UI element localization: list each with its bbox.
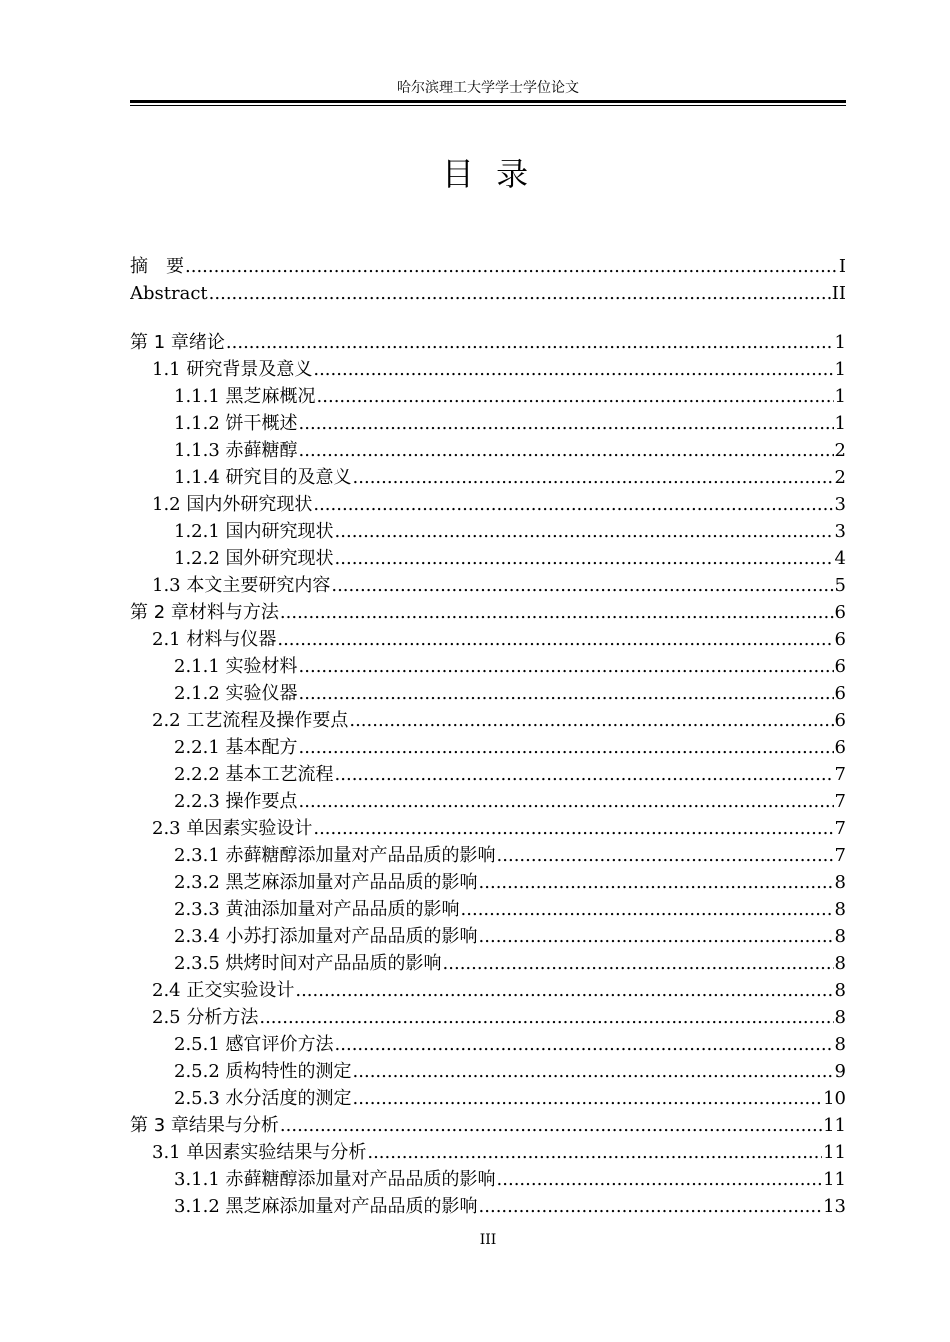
- dot-leader: [299, 734, 834, 761]
- dot-leader: [497, 842, 834, 869]
- toc-entry[interactable]: [130, 653, 846, 680]
- toc-entry[interactable]: [130, 707, 846, 734]
- toc-entry-page: 4: [834, 548, 846, 569]
- toc-entry[interactable]: [130, 761, 846, 788]
- toc-entry[interactable]: [130, 518, 846, 545]
- toc-entry-page: 6: [834, 629, 846, 650]
- toc-entry-label: 3.1 单因素实验结果与分析: [152, 1142, 367, 1163]
- toc-entry-page: 13: [823, 1196, 846, 1217]
- toc-entry-label: 2.3.3 黄油添加量对产品品质的影响: [174, 899, 460, 920]
- toc-entry-page: 6: [834, 710, 846, 731]
- toc-entry-label: 2.3.4 小苏打添加量对产品品质的影响: [174, 926, 478, 947]
- toc-entry[interactable]: [130, 626, 846, 653]
- toc-entry-page: 11: [823, 1169, 846, 1190]
- dot-leader: [280, 599, 834, 626]
- toc-entry-page: 6: [834, 737, 846, 758]
- dot-leader: [226, 329, 834, 356]
- toc-entry[interactable]: [130, 545, 846, 572]
- toc-chapter-entry[interactable]: [130, 599, 846, 626]
- toc-entry-page: II: [831, 283, 846, 304]
- toc-chapter-entry[interactable]: [130, 1112, 846, 1139]
- dot-leader: [443, 950, 834, 977]
- toc-entry[interactable]: [130, 464, 846, 491]
- toc-entry-abstract-cn[interactable]: [130, 253, 846, 280]
- toc-entry-label: 2.4 正交实验设计: [152, 980, 295, 1001]
- dot-leader: [313, 491, 833, 518]
- toc-entry[interactable]: [130, 842, 846, 869]
- toc-chapter-entry[interactable]: [130, 329, 846, 356]
- toc-entry-label: 1.1 研究背景及意义: [152, 359, 313, 380]
- toc-entry[interactable]: [130, 1166, 846, 1193]
- toc-entry-label: 2.3.5 烘烤时间对产品品质的影响: [174, 953, 442, 974]
- toc-entry-label: 1.1.1 黑芝麻概况: [174, 386, 316, 407]
- dot-leader: [317, 383, 834, 410]
- dot-leader: [479, 869, 834, 896]
- dot-leader: [331, 572, 833, 599]
- toc-entry[interactable]: [130, 1139, 846, 1166]
- toc-entry-label: 2.2.1 基本配方: [174, 737, 298, 758]
- dot-leader: [479, 923, 834, 950]
- toc-entry-page: 11: [823, 1142, 846, 1163]
- dot-leader: [313, 356, 833, 383]
- toc-entry-label: 摘 要: [130, 256, 184, 277]
- toc-entry-page: 6: [834, 602, 846, 623]
- toc-entry-label: 1.2.2 国外研究现状: [174, 548, 334, 569]
- dot-leader: [335, 761, 834, 788]
- toc-entry-page: 11: [823, 1115, 846, 1136]
- dot-leader: [349, 707, 833, 734]
- toc-entry-label: 2.3 单因素实验设计: [152, 818, 313, 839]
- dot-leader: [367, 1139, 822, 1166]
- toc-entry-label: 第 1 章绪论: [130, 332, 225, 353]
- dot-leader: [353, 1058, 834, 1085]
- toc-entry-label: 2.2.3 操作要点: [174, 791, 298, 812]
- dot-leader: [209, 280, 831, 307]
- toc-title: 目 录: [441, 155, 535, 193]
- toc-entry[interactable]: [130, 1004, 846, 1031]
- toc-entry-page: 8: [834, 1007, 846, 1028]
- dot-leader: [299, 410, 834, 437]
- toc-entry[interactable]: [130, 923, 846, 950]
- dot-leader: [295, 977, 833, 1004]
- dot-leader: [280, 1112, 822, 1139]
- dot-leader: [299, 437, 834, 464]
- toc-entry-abstract-en[interactable]: [130, 280, 846, 307]
- toc-entry-label: 2.1.1 实验材料: [174, 656, 298, 677]
- toc-entry-label: 1.2.1 国内研究现状: [174, 521, 334, 542]
- toc-entry-page: 9: [834, 1061, 846, 1082]
- running-header: 哈尔滨理工大学学士学位论文: [397, 80, 579, 96]
- toc-entry-page: I: [838, 256, 846, 277]
- toc-entry-label: Abstract: [130, 283, 208, 304]
- toc-entry-page: 8: [834, 872, 846, 893]
- dot-leader: [299, 653, 834, 680]
- toc-entry-label: 1.1.4 研究目的及意义: [174, 467, 352, 488]
- toc-entry-page: 5: [834, 575, 846, 596]
- dot-leader: [299, 788, 834, 815]
- dot-leader: [299, 680, 834, 707]
- toc-entry-label: 1.1.3 赤藓糖醇: [174, 440, 298, 461]
- toc-entry-page: 8: [834, 899, 846, 920]
- toc-entry[interactable]: [130, 788, 846, 815]
- toc-entry-page: 7: [834, 818, 846, 839]
- toc-entry-label: 2.5 分析方法: [152, 1007, 259, 1028]
- toc-entry-label: 1.3 本文主要研究内容: [152, 575, 331, 596]
- toc-entry-page: 6: [834, 683, 846, 704]
- toc-entry-label: 第 3 章结果与分析: [130, 1115, 279, 1136]
- toc-entry-label: 1.1.2 饼干概述: [174, 413, 298, 434]
- toc-entry-page: 3: [834, 494, 846, 515]
- toc-entry-label: 3.1.2 黑芝麻添加量对产品品质的影响: [174, 1196, 478, 1217]
- toc-entry-page: 7: [834, 764, 846, 785]
- section-gap: [130, 307, 846, 329]
- toc-entry-label: 3.1.1 赤藓糖醇添加量对产品品质的影响: [174, 1169, 496, 1190]
- toc-entry[interactable]: [130, 1031, 846, 1058]
- toc-entry-page: 7: [834, 791, 846, 812]
- dot-leader: [461, 896, 834, 923]
- toc-entry-page: 3: [834, 521, 846, 542]
- toc-entry-page: 7: [834, 845, 846, 866]
- toc-entry-label: 2.3.2 黑芝麻添加量对产品品质的影响: [174, 872, 478, 893]
- dot-leader: [185, 253, 838, 280]
- table-of-contents: [130, 253, 846, 1220]
- toc-entry-label: 2.1 材料与仪器: [152, 629, 277, 650]
- toc-entry[interactable]: [130, 680, 846, 707]
- toc-entry-label: 2.5.3 水分活度的测定: [174, 1088, 352, 1109]
- toc-entry[interactable]: [130, 734, 846, 761]
- toc-entry-label: 第 2 章材料与方法: [130, 602, 279, 623]
- page-number: III: [479, 1232, 497, 1248]
- toc-entry[interactable]: [130, 815, 846, 842]
- toc-entry[interactable]: [130, 896, 846, 923]
- dot-leader: [335, 545, 834, 572]
- toc-entry[interactable]: [130, 977, 846, 1004]
- toc-entry[interactable]: [130, 950, 846, 977]
- toc-entry-page: 8: [834, 926, 846, 947]
- toc-entry[interactable]: [130, 491, 846, 518]
- toc-entry[interactable]: [130, 410, 846, 437]
- dot-leader: [335, 1031, 834, 1058]
- toc-entry[interactable]: [130, 437, 846, 464]
- dot-leader: [335, 518, 834, 545]
- toc-entry[interactable]: [130, 869, 846, 896]
- toc-entry[interactable]: [130, 1058, 846, 1085]
- toc-entry-page: 6: [834, 656, 846, 677]
- toc-entry[interactable]: [130, 356, 846, 383]
- dot-leader: [353, 464, 834, 491]
- toc-entry-page: 2: [834, 440, 846, 461]
- toc-entry[interactable]: [130, 572, 846, 599]
- toc-entry-label: 2.2 工艺流程及操作要点: [152, 710, 349, 731]
- toc-entry-list: [130, 329, 846, 1220]
- dot-leader: [353, 1085, 823, 1112]
- toc-entry-label: 2.5.2 质构特性的测定: [174, 1061, 352, 1082]
- toc-entry-label: 2.1.2 实验仪器: [174, 683, 298, 704]
- toc-entry[interactable]: [130, 1085, 846, 1112]
- dot-leader: [313, 815, 833, 842]
- toc-entry-page: 1: [834, 386, 846, 407]
- header-rule-thin: [130, 105, 846, 106]
- toc-entry-page: 10: [823, 1088, 846, 1109]
- toc-entry-page: 1: [834, 359, 846, 380]
- dot-leader: [259, 1004, 833, 1031]
- header-rule-thick: [130, 100, 846, 103]
- toc-entry-label: 2.5.1 感官评价方法: [174, 1034, 334, 1055]
- dot-leader: [497, 1166, 823, 1193]
- toc-entry[interactable]: [130, 383, 846, 410]
- dot-leader: [277, 626, 833, 653]
- toc-entry-label: 2.2.2 基本工艺流程: [174, 764, 334, 785]
- toc-entry-page: 8: [834, 953, 846, 974]
- toc-entry-page: 1: [834, 413, 846, 434]
- toc-entry-label: 1.2 国内外研究现状: [152, 494, 313, 515]
- toc-entry-page: 8: [834, 1034, 846, 1055]
- toc-entry-page: 8: [834, 980, 846, 1001]
- toc-entry-label: 2.3.1 赤藓糖醇添加量对产品品质的影响: [174, 845, 496, 866]
- toc-entry-page: 1: [834, 332, 846, 353]
- toc-entry[interactable]: [130, 1193, 846, 1220]
- toc-entry-page: 2: [834, 467, 846, 488]
- dot-leader: [479, 1193, 823, 1220]
